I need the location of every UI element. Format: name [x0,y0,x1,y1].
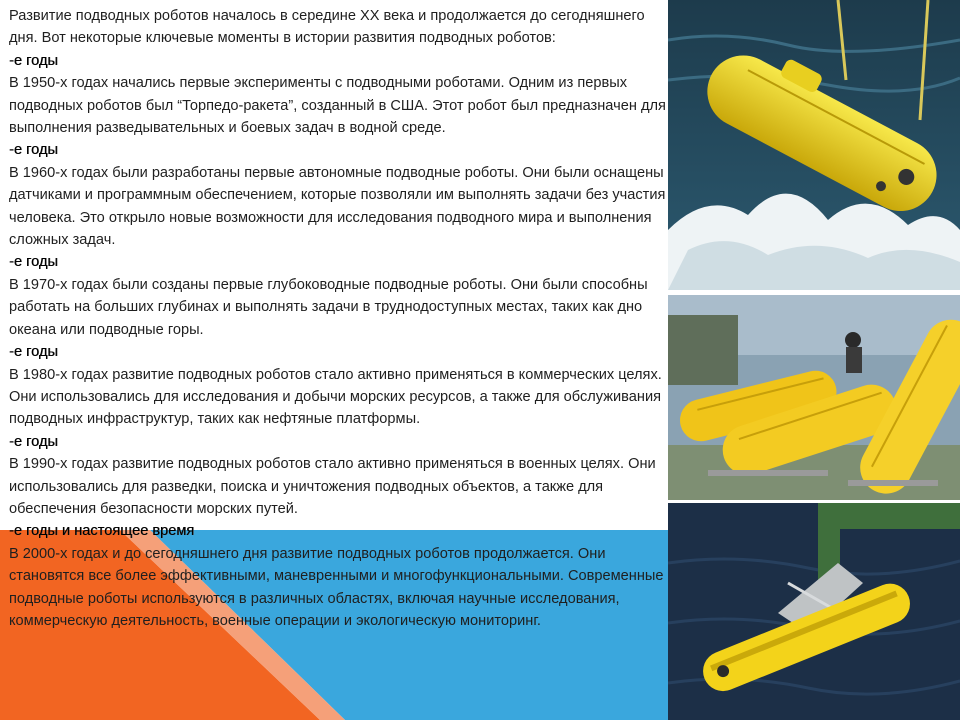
section-text-1960s: В 1960-х годах были разработаны первые автономные подводные роботы. Они были оснащены датчиками и программным обеспечением, которые позволяли им выполнять задачи без участия человека. Это открыло новые возможности для исследования подводного мира и выполнения сложных задач. [9,164,666,249]
section-heading-1970s: -е годы [9,254,58,271]
section-heading-1950s: -е годы [9,52,58,69]
section-text-1990s: В 1990-х годах развитие подводных роботов стало активно применяться в военных целях. Они использовались для разведки, поиска и уничтожения подводных объектов, а также для обеспечения безопасности морских путей. [9,456,656,517]
section-heading-1990s: -е годы [9,433,58,450]
section-text-2000s: В 2000-х годах и до сегодняшнего дня развитие подводных роботов продолжается. Они становятся все более эффективными, маневренными и многофункциональными. Современные подводные роботы используются в различных областях, включая научные исследования, коммерческую деятельность, военные операции и экологическую мониторинг. [9,545,664,629]
section-heading-1960s: -е годы [9,142,58,159]
photo-robots-on-deck [668,295,960,500]
section-text-1970s: В 1970-х годах были созданы первые глубоководные подводные роботы. Они были способны работать на больших глубинах и выполнять задачи в труднодоступных местах, таких как дно океана или подводные горы. [9,276,648,338]
photo-robot-splash [668,0,960,290]
history-text [9,5,669,632]
section-text-1980s: В 1980-х годах развитие подводных роботов стало активно применяться в коммерческих целях. Они использовались для исследования и добычи морских ресурсов, а также для обслуживания подводных инфраструктур, таких как нефтяные платформы. [9,366,662,428]
photo-robot-crane [668,503,960,720]
section-heading-2000s: -е годы и настоящее время [9,523,195,540]
section-text-1950s: В 1950-х годах начались первые эксперименты с подводными роботами. Одним из первых подводных роботов был “Торпедо-ракета”, созданный в США. Этот робот был предназначен для выполнения разведывательных и боевых задач в водной среде. [9,75,666,137]
section-heading-1980s: -е годы [9,344,58,361]
intro-paragraph: Развитие подводных роботов началось в середине XX века и продолжается до сегодняшнего дня. Вот некоторые ключевые моменты в истории развития подводных роботов: [9,8,645,47]
